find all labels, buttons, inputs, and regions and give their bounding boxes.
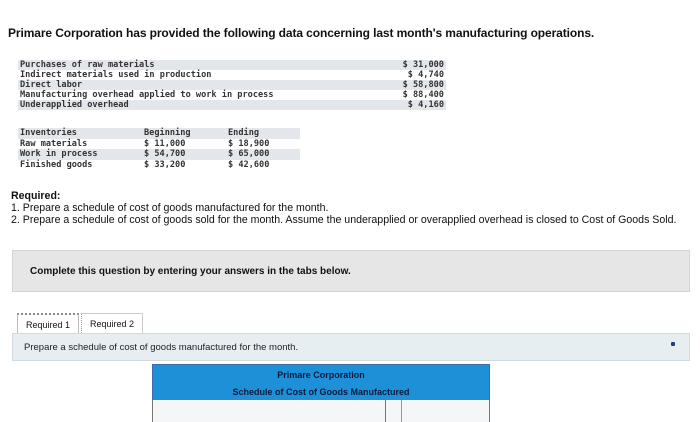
row-amount: $ 4,160	[382, 100, 446, 110]
required-section	[11, 190, 693, 226]
inventory-name: Finished goods	[20, 159, 93, 170]
row-label: Underapplied overhead	[18, 100, 382, 110]
row-label: Manufacturing overhead applied to work in process	[20, 90, 274, 100]
tab-instruction-text: Prepare a schedule of cost of goods manufactured for the month.	[24, 342, 299, 353]
required-heading: Required:	[11, 190, 61, 202]
inventories-table	[18, 128, 300, 170]
inventory-ending: $ 42,600	[228, 159, 270, 170]
required-item-1: 1. Prepare a schedule of cost of goods manufactured for the month.	[11, 202, 329, 214]
tab-instruction-panel	[12, 333, 690, 361]
inventory-name: Raw materials	[20, 138, 88, 149]
tab-bar	[17, 313, 145, 335]
table-row	[18, 90, 446, 100]
table-row	[18, 149, 300, 160]
row-amount: $ 31,000	[382, 60, 446, 70]
required-item-2: 2. Prepare a schedule of cost of goods sold for the month. Assume the underapplied or overapplied overhead is closed to Cost of Goods Sold.	[11, 214, 677, 226]
schedule-amount-cell[interactable]	[401, 400, 490, 422]
inventory-beginning: $ 54,700	[142, 149, 226, 160]
table-row	[18, 139, 300, 150]
row-amount: $ 4,740	[407, 70, 444, 80]
header-ending: Ending	[226, 128, 300, 139]
table-row	[18, 60, 446, 70]
row-label: Purchases of raw materials	[18, 60, 382, 70]
inventory-beginning: $ 33,200	[144, 159, 186, 170]
cost-data-table	[18, 60, 446, 110]
instructions-banner	[12, 250, 690, 292]
table-row	[18, 80, 446, 90]
marker-icon	[671, 342, 675, 346]
row-amount: $ 88,400	[402, 90, 444, 100]
schedule-company: Primare Corporation	[277, 370, 365, 380]
header-inventories: Inventories	[18, 128, 142, 139]
header-beginning: Beginning	[142, 128, 226, 139]
schedule-title: Schedule of Cost of Goods Manufactured	[232, 387, 410, 397]
table-row	[18, 70, 446, 80]
inventory-ending: $ 18,900	[228, 138, 270, 149]
schedule-currency-cell	[385, 400, 402, 422]
inventory-beginning: $ 11,000	[144, 138, 186, 149]
inventory-ending: $ 65,000	[226, 149, 300, 160]
schedule-label-cell[interactable]	[153, 400, 386, 422]
tab-required-1[interactable]: Required 1	[17, 313, 79, 335]
banner-text: Complete this question by entering your answers in the tabs below.	[30, 266, 351, 277]
row-amount: $ 58,800	[382, 80, 446, 90]
schedule-header	[152, 364, 490, 402]
row-label: Indirect materials used in production	[20, 70, 212, 80]
row-label: Direct labor	[18, 80, 382, 90]
table-row	[18, 160, 300, 171]
schedule-grid	[152, 400, 489, 422]
table-header-row	[18, 128, 300, 139]
tab-required-2[interactable]: Required 2	[81, 313, 143, 335]
inventory-name: Work in process	[18, 149, 142, 160]
table-row	[18, 100, 446, 110]
problem-intro: Primare Corporation has provided the following data concerning last month's manufacturing operations.	[8, 26, 595, 40]
